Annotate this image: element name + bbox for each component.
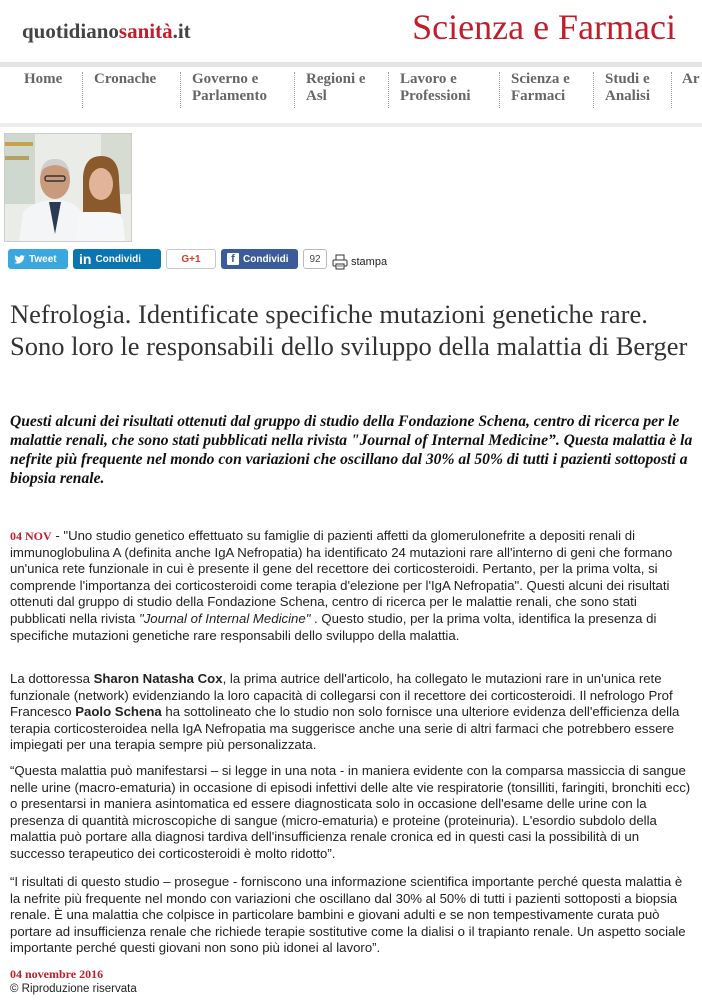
nav-item-lavoro[interactable] (400, 71, 471, 105)
nav-item-truncated[interactable] (682, 71, 700, 88)
linkedin-icon: in (79, 251, 92, 267)
facebook-share-button[interactable] (221, 249, 298, 269)
nav-item-regioni[interactable] (306, 71, 366, 105)
nav-separator (593, 72, 594, 108)
nav-item-label: Farmaci (511, 88, 566, 104)
nav-item-label: Cronache (94, 71, 157, 87)
nav-item-label: Governo e (192, 71, 259, 87)
nav-divider (0, 123, 702, 127)
paragraph-text: . Questo studio, per la prima volta, identifica la presenza di specifiche mutazioni genetiche rare responsabili dello sviluppo della malattia. (10, 610, 657, 643)
tweet-button[interactable] (8, 249, 68, 269)
nav-separator (294, 72, 295, 108)
site-logo[interactable] (22, 19, 191, 44)
nav-item-scienza[interactable] (511, 71, 570, 105)
nav-item-cronache[interactable] (94, 71, 156, 88)
nav-item-label: Regioni e (306, 71, 366, 87)
nav-item-governo[interactable] (192, 71, 267, 105)
article-paragraph (10, 671, 694, 754)
paragraph-text: ha sottolineato che lo studio non solo fornisce una ulteriore evidenza dell'efficienza della terapia corticosteroidea nella IgA Nefropatia ma suggerisce anche una serie di altri farmaci che potrebbero essere impiegati per una terapia sempre più personalizzata. (10, 704, 680, 753)
paragraph-text: - "Uno studio genetico effettuato su famiglie di pazienti affetti da glomerulonefrite a depositi renali di immunoglobulina A (definita anche IgA Nefropatia) ha identificato 24 mutazioni rare all'interno di geni che formano un'unica rete funzionale in cui è presente il gene del recettore dei corticosteroidi. Pertanto, per la prima volta, si comprende l'importanza dei corticosteroidi come terapia d'elezione per l'IgA Nefropatia". Questi alcuni dei risultati ottenuti dal gruppo di studio della Fondazione Schena, centro di ricerca per le malattie renali, che sono stati pubblicati nella rivista (10, 528, 673, 626)
article-date-tag: 04 NOV (10, 529, 52, 543)
logo-part-sanita: sanità (118, 19, 173, 43)
nav-item-label: Studi e (605, 71, 650, 87)
copyright-notice: © Riproduzione riservata (10, 983, 137, 995)
article-footer-date: 04 novembre 2016 (10, 967, 104, 981)
nav-item-label: Home (24, 71, 63, 87)
nav-item-studi[interactable] (605, 71, 650, 105)
site-header (0, 0, 702, 62)
facebook-share-label: Condividi (243, 253, 289, 265)
nav-separator (180, 72, 181, 108)
linkedin-share-button[interactable] (73, 249, 161, 269)
nav-item-label: Professioni (400, 88, 471, 104)
nav-item-label: Asl (306, 88, 327, 104)
journal-name: "Journal of Internal Medicine" (139, 610, 311, 626)
twitter-bird-icon (14, 255, 25, 264)
logo-part-quotidiano: quotidiano (22, 19, 119, 43)
nav-separator (671, 72, 672, 108)
article-paragraph (10, 528, 694, 644)
paragraph-text: , la prima autrice dell'articolo, ha collegato le mutazioni rare in un'unica rete funzionale (network) evidenziando la loro capacità di collegarsi con il recettore dei corticosteroidi. Il nefrologo Prof Francesco (10, 671, 673, 720)
main-nav (0, 67, 702, 123)
nav-item-label: Scienza e (511, 71, 570, 87)
nav-item-label: Ar (682, 71, 700, 87)
article-paragraph: “I risultati di questo studio – prosegue - forniscono una informazione scientifica importante perché questa malattia è la nefrite più frequente nel mondo con variazioni che oscillano dal 30% al 50% di tutti i pazienti sottoposti a biopsia renale. È una malattia che colpisce in particolare bambini e giovani adulti e se non tempestivamente curata può portare ad insufficienza renale che richiede terapie sostitutive come la dialisi o il trapianto renale. Un aspetto sociale importante perché questi giovani non sono più idonei al lavoro”. (10, 874, 686, 956)
paragraph-text: La dottoressa (10, 671, 94, 686)
article-photo (4, 133, 132, 242)
google-plus-label: G+1 (181, 253, 201, 265)
article-headline: Nefrologia. Identificate specifiche mutazioni genetiche rare. Sono loro le responsabili dello sviluppo della malattia di Berger (10, 299, 688, 361)
nav-item-label: Lavoro e (400, 71, 457, 87)
nav-separator (388, 72, 389, 108)
linkedin-share-label: Condividi (95, 253, 142, 265)
article-lead: Questi alcuni dei risultati ottenuti dal gruppo di studio della Fondazione Schena, centro di ricerca per le malattie renali, che sono stati pubblicati nella rivista "Journal of Internal Medicine”. Questa malattia è la nefrite più frequente nel mondo con variazioni che oscillano dal 30% al 50% di tutti i pazienti sottoposti a biopsia renale. (10, 413, 693, 487)
section-title[interactable]: Scienza e Farmaci (412, 7, 676, 47)
article-paragraph: “Questa malattia può manifestarsi – si legge in una nota - in maniera evidente con la comparsa massiccia di sangue nelle urine (macro-ematuria) in occasione di episodi infettivi delle alte vie respiratorie (tonsilliti, faringiti, bronchiti ecc) o presentarsi in maniera asintomatica ed essere diagnosticata solo in occasione dell'esame delle urine con la presenza di quantità microscopiche di sangue (micro-ematuria) e proteine (proteinuria). L'esordio subdolo della malattia può portare alla diagnosi tardiva dell'insufficienza renale cronica ed in questi casi la possibilità di un successo terapeutico dei corticosteroidi è molto ridotto”. (10, 763, 691, 861)
google-plus-button[interactable] (166, 249, 216, 269)
nav-item-label: Analisi (605, 88, 651, 104)
print-link[interactable] (332, 254, 387, 270)
printer-icon (332, 254, 348, 270)
nav-item-home[interactable] (24, 71, 62, 88)
facebook-icon: f (227, 253, 239, 265)
author-name: Sharon Natasha Cox (93, 671, 223, 686)
print-label: stampa (351, 256, 388, 268)
nav-separator (499, 72, 500, 108)
tweet-label: Tweet (29, 253, 57, 265)
nav-separator (82, 72, 83, 108)
logo-part-domain: .it (172, 19, 191, 43)
nav-item-label: Parlamento (192, 88, 267, 104)
author-name: Paolo Schena (75, 704, 162, 720)
facebook-share-count: 92 (303, 249, 327, 269)
